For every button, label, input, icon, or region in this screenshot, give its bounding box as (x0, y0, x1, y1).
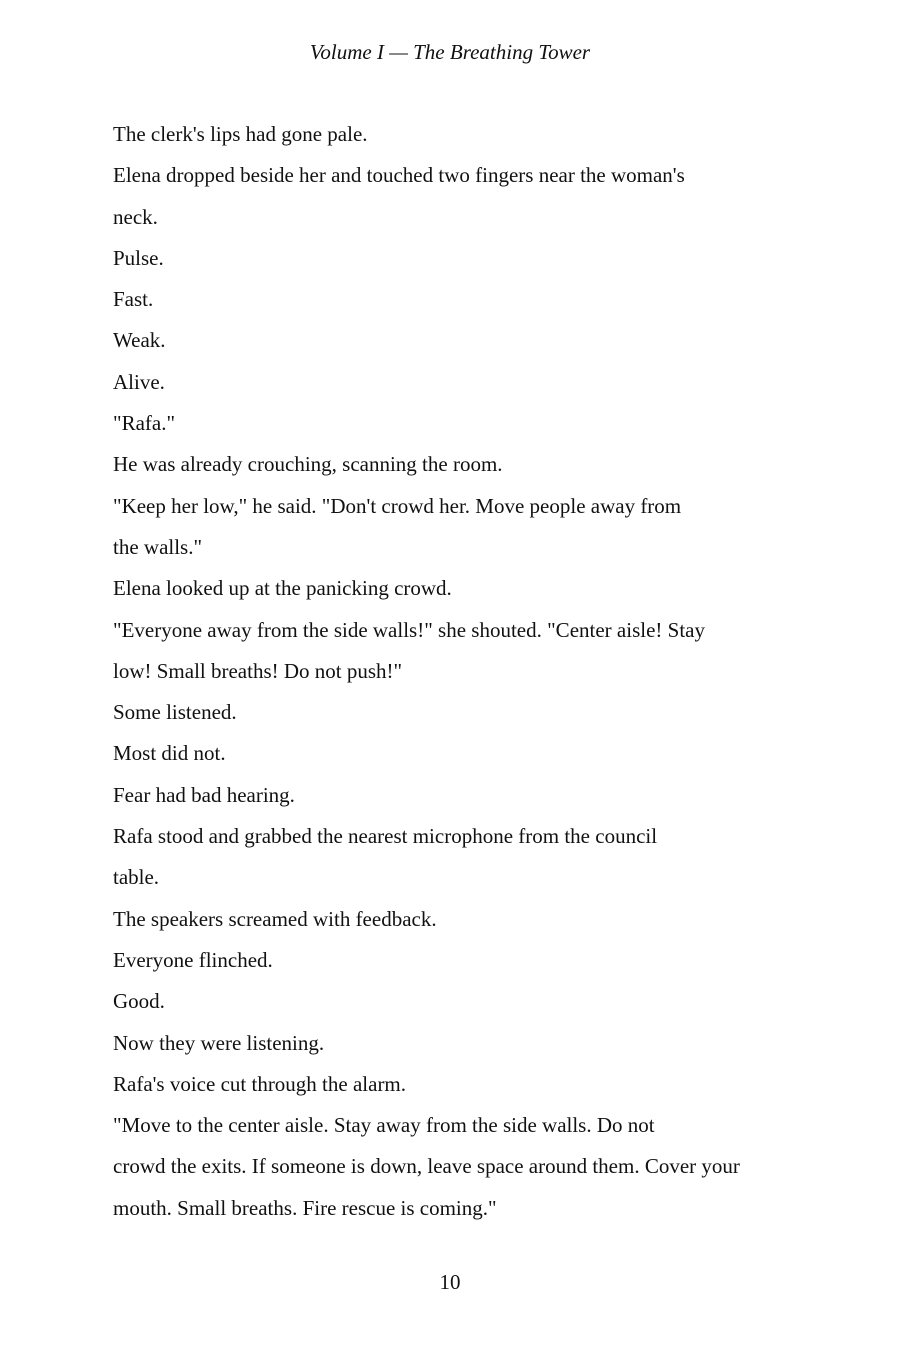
text-line: "Keep her low," he said. "Don't crowd her. Move people away from (113, 493, 682, 518)
text-line: Fear had bad hearing. (113, 782, 295, 807)
text-line: "Move to the center aisle. Stay away from the side walls. Do not (113, 1113, 655, 1138)
text-line: Good. (113, 989, 165, 1014)
text-line: Fast. (113, 287, 154, 312)
text-line: the walls." (113, 534, 203, 559)
text-line: He was already crouching, scanning the room. (113, 452, 503, 477)
running-header: Volume I — The Breathing Tower (309, 40, 591, 64)
text-line: table. (113, 865, 160, 890)
text-line: Most did not. (113, 741, 226, 766)
text-line: Pulse. (113, 245, 164, 270)
text-line: mouth. Small breaths. Fire rescue is coming." (113, 1195, 497, 1220)
text-line: "Rafa." (113, 411, 176, 436)
text-line: Elena looked up at the panicking crowd. (113, 576, 452, 601)
text-line: "Everyone away from the side walls!" she shouted. "Center aisle! Stay (113, 617, 705, 642)
text-line: Alive. (113, 369, 165, 394)
text-line: low! Small breaths! Do not push!" (113, 658, 403, 683)
page-number: 10 (439, 1270, 461, 1294)
text-line: neck. (113, 204, 158, 229)
text-line: Rafa's voice cut through the alarm. (113, 1071, 407, 1096)
text-line: Rafa stood and grabbed the nearest microphone from the council (113, 824, 658, 849)
text-line: The clerk's lips had gone pale. (113, 122, 368, 146)
text-line: Everyone flinched. (113, 947, 273, 972)
text-line: Now they were listening. (113, 1030, 325, 1055)
text-line: The speakers screamed with feedback. (113, 906, 437, 931)
text-line: Some listened. (113, 700, 237, 725)
text-line: Weak. (113, 328, 166, 353)
text-line: crowd the exits. If someone is down, leave space around them. Cover your (113, 1154, 740, 1179)
body-text (113, 118, 813, 1233)
text-line: Elena dropped beside her and touched two fingers near the woman's (113, 163, 685, 188)
